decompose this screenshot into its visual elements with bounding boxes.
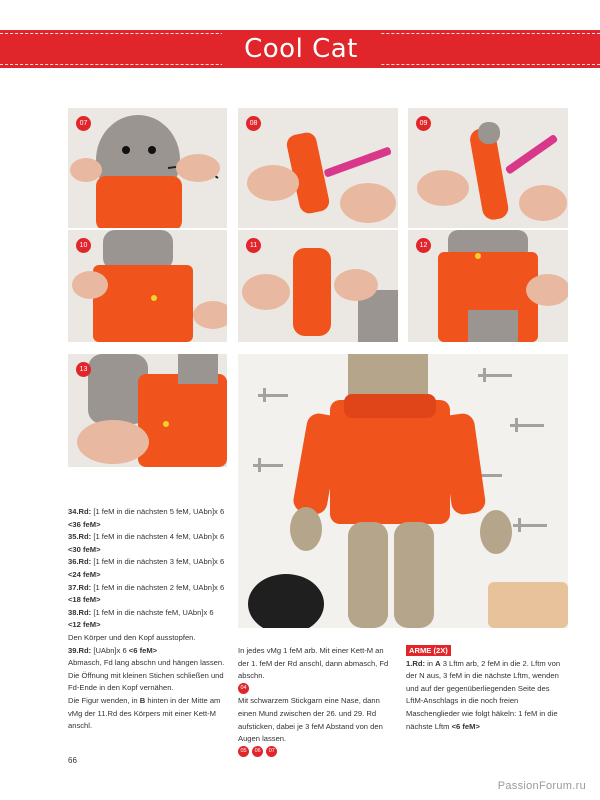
instructions-column-3 [406,645,568,733]
fill-instruction: Den Körper und den Kopf ausstopfen. [68,632,196,642]
step-badge: 08 [246,116,261,131]
face-paragraph: Mit schwarzem Stickgarn eine Nase, dann einen Mund zwischen der 26. und 29. Rd aufsticken, dabei je 3 feM Abstand von den Augen lassen. [238,696,383,744]
step-ref-badge: 05 [238,746,249,757]
title-box [222,30,380,68]
turn-paragraph: Die Figur wenden, in B hinten in der Mitte am vMg der 11.Rd des Körpers mit einer Kett-M anschl. [68,695,221,731]
row-36-count: <24 feM> [68,569,101,579]
badge-line-1 [238,683,396,696]
finished-cat-image [238,354,568,628]
badge-line-2 [238,746,396,759]
arm-crochet-photo [408,108,568,228]
edge-paragraph: In jedes vMg 1 feM arb. Mit einer Kett-M an der 1. feM der Rd anschl, dann abmasch, Fd abschn. [238,646,389,681]
finish-paragraph: Abmasch, Fd lang abschn und hängen lassen. Die Öffnung mit kleinen Stichen schließen und Fd-Ende in den Kopf vernähen. [68,658,225,693]
row-36: 36.Rd: [1 feM in die nächsten 3 feM, UAbn]x 6 [68,557,225,567]
arm-sewing-photo [238,108,398,228]
step-badge: 07 [76,116,91,131]
watermark: PassionForum.ru [497,780,586,792]
sleeve-photo [238,230,398,342]
arms-heading: ARME (2X) [406,645,451,656]
step-badge: 13 [76,362,91,377]
row-37-count: <18 feM> [68,595,101,605]
row-34-count: <36 feM> [68,519,101,529]
instructions-column-1 [68,506,233,733]
step-photo-11 [238,230,398,342]
body-sweater-photo [68,230,227,342]
arms-row-1: 1.Rd: in A 3 Lftm arb, 2 feM in die 2. Lftm von der N aus, 3 feM in die nächste Lftm, wenden und auf der gegenüberliegenden Seite des LftM-Anschlags in die noch freien Maschenglieder wie folgt häkeln: 1 feM in die nächste Lftm <6 feM> [406,658,561,731]
step-ref-badge: 04 [238,683,249,694]
row-39: 39.Rd: [UAbn]x 6 <6 feM> [68,645,158,655]
row-35-count: <30 feM> [68,544,101,554]
step-photo-12 [408,230,568,342]
page-title: Cool Cat [244,34,358,64]
cat-head-photo [68,108,227,228]
step-badge: 10 [76,238,91,253]
page-number: 66 [68,756,77,765]
step-photo-09 [408,108,568,228]
row-38: 38.Rd: [1 feM in die nächste feM, UAbn]x 6 [68,607,214,617]
row-38-count: <12 feM> [68,620,101,630]
step-ref-badge: 07 [266,746,277,757]
row-35: 35.Rd: [1 feM in die nächsten 4 feM, UAbn]x 6 [68,532,225,542]
collar-photo [408,230,568,342]
finished-cat-photo [238,354,568,628]
step-photo-07 [68,108,227,228]
row-37: 37.Rd: [1 feM in die nächsten 2 feM, UAbn]x 6 [68,582,225,592]
step-photo-13 [68,354,227,467]
arms-heading-line [406,645,568,658]
step-photo-10 [68,230,227,342]
step-badge: 09 [416,116,431,131]
instructions-column-2 [238,645,396,758]
row-34: 34.Rd: [1 feM in die nächsten 5 feM, UAbn]x 6 [68,507,225,516]
step-ref-badge: 06 [252,746,263,757]
step-photo-08 [238,108,398,228]
step-badge: 11 [246,238,261,253]
step-badge: 12 [416,238,431,253]
attach-arm-photo [68,354,227,467]
